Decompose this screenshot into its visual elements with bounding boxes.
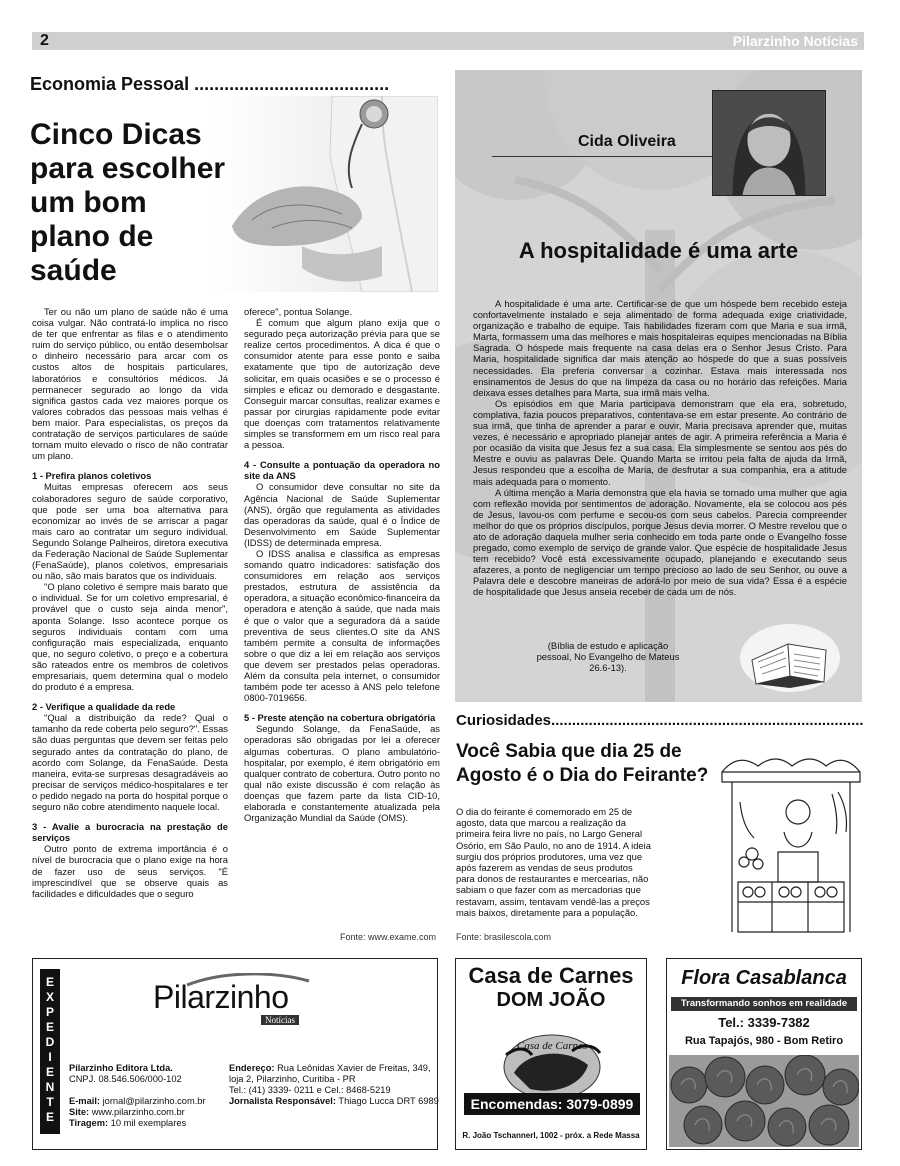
expediente-box [32, 958, 438, 1150]
site-label: Site: [69, 1107, 90, 1117]
telefone: Tel.: (41) 3339- 0211 e Cel.: 8468-5219 [229, 1085, 391, 1095]
subheading: 3 - Avalie a burocracia na prestação de serviços [32, 821, 228, 844]
doctor-hands-image [212, 96, 438, 292]
paragraph: O consumidor deve consultar no site da Agência Nacional de Saúde Suplementar (ANS), órgão que regulamenta as atividades das operadoras da saúde, qual é o Índice de Desenvolvimento em Saúde Suplementar (IDSS) de determinada empresa. [244, 481, 440, 548]
bible-citation: (Bíblia de estudo e aplicação pessoal, No Evangelho de Mateus 26.6-13). [536, 640, 680, 674]
headline-line: um bom [30, 186, 147, 219]
paragraph: Os episódios em que Maria participava demonstram que ela era, sobretudo, complativa, fazia poucos preparativos, contentava-se em estar presente. Ao contrário de sua irmã, que tinha de aprender a parar e ouvir, Maria precisava aprender que, muitas vezes, é necessário e apropriado planejar antes de agir. A primeira referência a Maria é por ocasião da visita que Jesus fez a sua casa. Ela simplesmente se sentou aos pés do Mestre e ouviu as palavras Dele. Quando Marta se irritou pela falta de ajuda da Irmã, Jesus respondeu que a escolha de Maria, de desfrutar a sua companhia, era a atitude mais adequada para o momento. [473, 397, 847, 487]
open-bible-image [738, 614, 842, 694]
headline-line: Cinco Dicas [30, 118, 202, 151]
email-label: E-mail: [69, 1096, 100, 1106]
jornalista-label: Jornalista Responsável: [229, 1096, 336, 1106]
ad-flora-title: Flora Casablanca [681, 967, 847, 989]
section-title-economia: Economia Pessoal ....................................... [30, 74, 390, 94]
paragraph: "O plano coletivo é sempre mais barato que o individual. Se for um coletivo empresarial, é provável que o custo seja ainda menor", aponta Solange. Isso acontece porque os seguros individuais contam com uma configuração mais especializada, enquanto que, no seguro coletivo, o preço e a cobertura são rateados entre os membros de coletivos empresariais, quem determina qual o modelo do produto é a empresa. [32, 581, 228, 693]
ad-flora-address: Rua Tapajós, 980 - Bom Retiro [684, 1035, 844, 1047]
curiosidades-headline: Você Sabia que dia 25 de Agosto é o Dia do Feirante? [456, 741, 709, 786]
band-letter: T [46, 1095, 54, 1109]
paragraph: oferece", pontua Solange. [244, 306, 353, 317]
subheading: 1 - Prefira planos coletivos [32, 470, 152, 482]
paragraph: É comum que algum plano exija que o segurado peça autorização prévia para que se realize certos procedimentos. A dica é que o consumidor atente para esse ponto e saiba exatamente que tipo de autorização deve solicitar, em quais ocasiões e se o processo é simples e eficaz ou demorado e desgastante. Conseguir marcar consultas, realizar exames e passar por cirurgias rapidamente pode evitar que doenças com tratamentos relativamente simples se transformem em um risco real para a pessoa. [244, 317, 440, 451]
headline-line: plano de [30, 220, 154, 253]
band-letter: E [45, 975, 54, 989]
tiragem: 10 mil exemplares [110, 1118, 187, 1128]
paragraph: Muitas empresas oferecem aos seus colaboradores seguro de saúde corporativo, que pode ser uma boa alternativa para economizar ao invés de se arriscar a pagar mais caro ao contratar um seguro individual. Segundo Solange Palheiros, diretora executiva da Federação Nacional de Saúde Suplementar (FenaSaúde), planos coletivos, empresariais ou não, são mais baratos que os individuais. [32, 481, 228, 582]
article-column-1 [32, 306, 228, 899]
roses-image [669, 1055, 859, 1147]
publication-name: Pilarzinho Notícias [732, 33, 858, 49]
endereco: Rua Leônidas Xavier de Freitas, 349, loja 2, Pilarzinho, Curitiba - PR [229, 1063, 431, 1084]
band-letter: E [45, 1020, 54, 1034]
band-letter: P [45, 1005, 54, 1019]
jornalista: Thiago Lucca DRT 6989 [338, 1096, 439, 1106]
paragraph: O IDSS analisa e classifica as empresas somando quatro indicadores: satisfação dos consumidores em relação aos serviços prestados, estrutura de assistência da operadora, a situação econômico-financeira da operadora e atenção à saúde, que nada mais é que o valor que a seguradora dá a saúde preventiva de seus clientes.O site da ANS também permite a consulta de informações sobre o que diz a lei em relação aos serviços que devem ser prestados pelas operadoras. Além da consulta pela internet, o consumidor também pode ter acesso à ANS pelo telefone 0800-7019656. [244, 547, 440, 704]
subheading: 4 - Consulte a pontuação da operadora no site da ANS [244, 459, 440, 482]
feature-title: A hospitalidade é uma arte [518, 238, 799, 263]
ad-flora-phone: Tel.: 3339-7382 [718, 1015, 810, 1030]
band-letter: N [45, 1080, 55, 1094]
market-stall-illustration [718, 742, 864, 938]
email: jornal@pilarzinho.com.br [102, 1096, 206, 1106]
editora-name: Pilarzinho Editora Ltda. [69, 1063, 173, 1073]
expediente-info-left [69, 1063, 229, 1129]
ad-casa-de-carnes [455, 958, 647, 1150]
ad-carnes-title: Casa de Carnes [468, 963, 634, 988]
author-name: Cida Oliveira [578, 133, 676, 150]
ad-carnes-phone: Encomendas: 3079-0899 [464, 1093, 640, 1115]
page-header-bar [32, 32, 864, 50]
band-letter: D [45, 1035, 55, 1049]
paragraph: A hospitalidade é uma arte. Certificar-se de que um hóspede bem recebido esteja confortavelmente instalado e seja alimentado de forma adequada exige criatividade, organização e trabalho de equipe. Tais habilidades fizeram com que Maria e sua irmã, Marta, formassem uma das melhores e mais hospitaleiras equipes mencionadas na Bíblia Sagrada. O hóspede mais frequente na casa delas era o Senhor Jesus Cristo. Para Maria, hospitalidade significa dar mais atenção ao hóspede do que a suas possíveis necessidades. Ela preferia conversar a cozinhar. Estava mais interessada nos ensinamentos de Jesus do que na limpeza da casa ou no horário das refeições. Maria deixava esses detalhes para Marta, sua irmã mais velha. [473, 298, 847, 398]
subheading: 2 - Verifique a qualidade da rede [32, 701, 176, 713]
paragraph: Outro ponto de extrema importância é o nível de burocracia que o plano exige na hora de fazer uso de seus serviços. "É imprescindível que se observe quais as facilidades e dificuldades que o seguro [32, 843, 228, 899]
headline-line: saúde [30, 254, 117, 287]
author-rule [492, 156, 732, 157]
tiragem-label: Tiragem: [69, 1118, 109, 1128]
band-letter: E [45, 1110, 54, 1124]
band-letter: I [48, 1050, 52, 1064]
curiosidades-body: O dia do feirante é comemorado em 25 de agosto, data que marcou a realização da primeira feira livre no país, no Largo General Osório, em São Paulo, no ano de 1914. A ideia surgiu dos próprios produtores, uma vez que após fazerem as vendas de seus produtos para donos de restaurantes e mercearias, não sabiam o que fazer com as mercadorias que restavam, assim, tentavam vendê-las a preços mais baixos, diretamente para a população. [456, 806, 651, 918]
paragraph: Segundo Solange, da FenaSaúde, as operadoras são obrigadas por lei a oferecer algumas coberturas. O plano ambulatório-hospitalar, por exemplo, é item obrigatório em qualquer contrato de cobertura. Outro ponto no qual não existe discussão é com relação às doenças que fazem parte da lista CID-10, elaborada e constantemente atualizada pela Organização Mundial da Saúde (OMS). [244, 723, 440, 824]
newspaper-logo: Pilarzinho [153, 979, 289, 1015]
ad-flora-slogan: Transformando sonhos em realidade [671, 997, 857, 1011]
paragraph: Ter ou não um plano de saúde não é uma coisa vulgar. Não contratá-lo implica no risco de ter que enfrentar as filas e o atendimento ruim do serviço público, ou então desembolsar o dinheiro necessário para arcar com os custos altos de hospitais particulares, laboratórios e consultórios médicos. Já permanecer segurado ao longo da vida significa gastos cada vez maiores porque os valores cobrados das pessoas mais velhas é bem maior. Para especialistas, os preços da contratação de serviços particulares de saúde tornam muito elevado o risco de não contratar um plano. [32, 306, 228, 462]
site: www.pilarzinho.com.br [91, 1107, 185, 1117]
band-letter: E [45, 1065, 54, 1079]
ad-carnes-address: R. João Tschannerl, 1002 - próx. a Rede Massa [462, 1131, 640, 1140]
subheading: 5 - Preste atenção na cobertura obrigatória [244, 712, 436, 724]
svg-text:Casa de Carnes: Casa de Carnes [516, 1040, 588, 1052]
author-photo [712, 90, 826, 196]
cnpj: CNPJ. 08.546.506/000-102 [69, 1074, 182, 1084]
newspaper-logo-sub: Notícias [261, 1015, 299, 1025]
article-headline [30, 118, 245, 288]
band-letter: X [45, 990, 54, 1004]
page-number: 2 [40, 32, 49, 49]
curiosidades-source: Fonte: brasilescola.com [456, 932, 552, 942]
expediente-info-right [229, 1063, 439, 1107]
feature-box [455, 70, 862, 702]
paragraph: "Qual a distribuição da rede? Qual o tamanho da rede coberta pelo seguro?". Essas são duas perguntas que devem ser feitas pelo segurado antes da contratação do plano, de acordo com Solange, da FenaSaúde. Desta maneira, evita-se surpresas desagradáveis ao precisar de serviços médico-hospitalares e ter o pedido negado na porta do hospital porque o seguro não cobre atendimento naquele local. [32, 712, 228, 813]
feature-body [473, 298, 847, 598]
paragraph: A última menção a Maria demonstra que ela havia se tornado uma mulher que agia com reflexão movida por sentimentos de adoração. Novamente, ela se colocou aos pés de Jesus, lavou-os com perfume e secou-os com seus cabelos. Parecia compreender melhor do que os próprios discípulos, porque Jesus devia morrer. O Mestre revelou que o ato de adoração daquela mulher seria conhecido em toda parte onde o Evangelho fosse pregado, como exemplo de serviço de grande valor. Que espécie de hospitalidade Jesus tem recebido? Você está excessivamente ocupado, planejando e executando seus afazeres, a ponto de negligenciar um tempo precioso ao lado de seu Senhor, ou ouve a Palavra dele e descobre maneiras de adorá-lo por meio de sua vida? Essa é a espécie de hospitalidade que Jesus anseia receber de cada um de nós. [473, 486, 847, 598]
expediente-band [40, 969, 60, 1134]
article-source: Fonte: www.exame.com [340, 932, 437, 942]
ad-flora-casablanca [666, 958, 862, 1150]
section-title-curiosidades: Curiosidades........................................................................... [456, 712, 864, 729]
headline-line: para escolher [30, 152, 226, 185]
endereco-label: Endereço: [229, 1063, 275, 1073]
ad-carnes-subtitle: DOM JOÃO [496, 989, 606, 1011]
article-column-2 [244, 306, 440, 823]
